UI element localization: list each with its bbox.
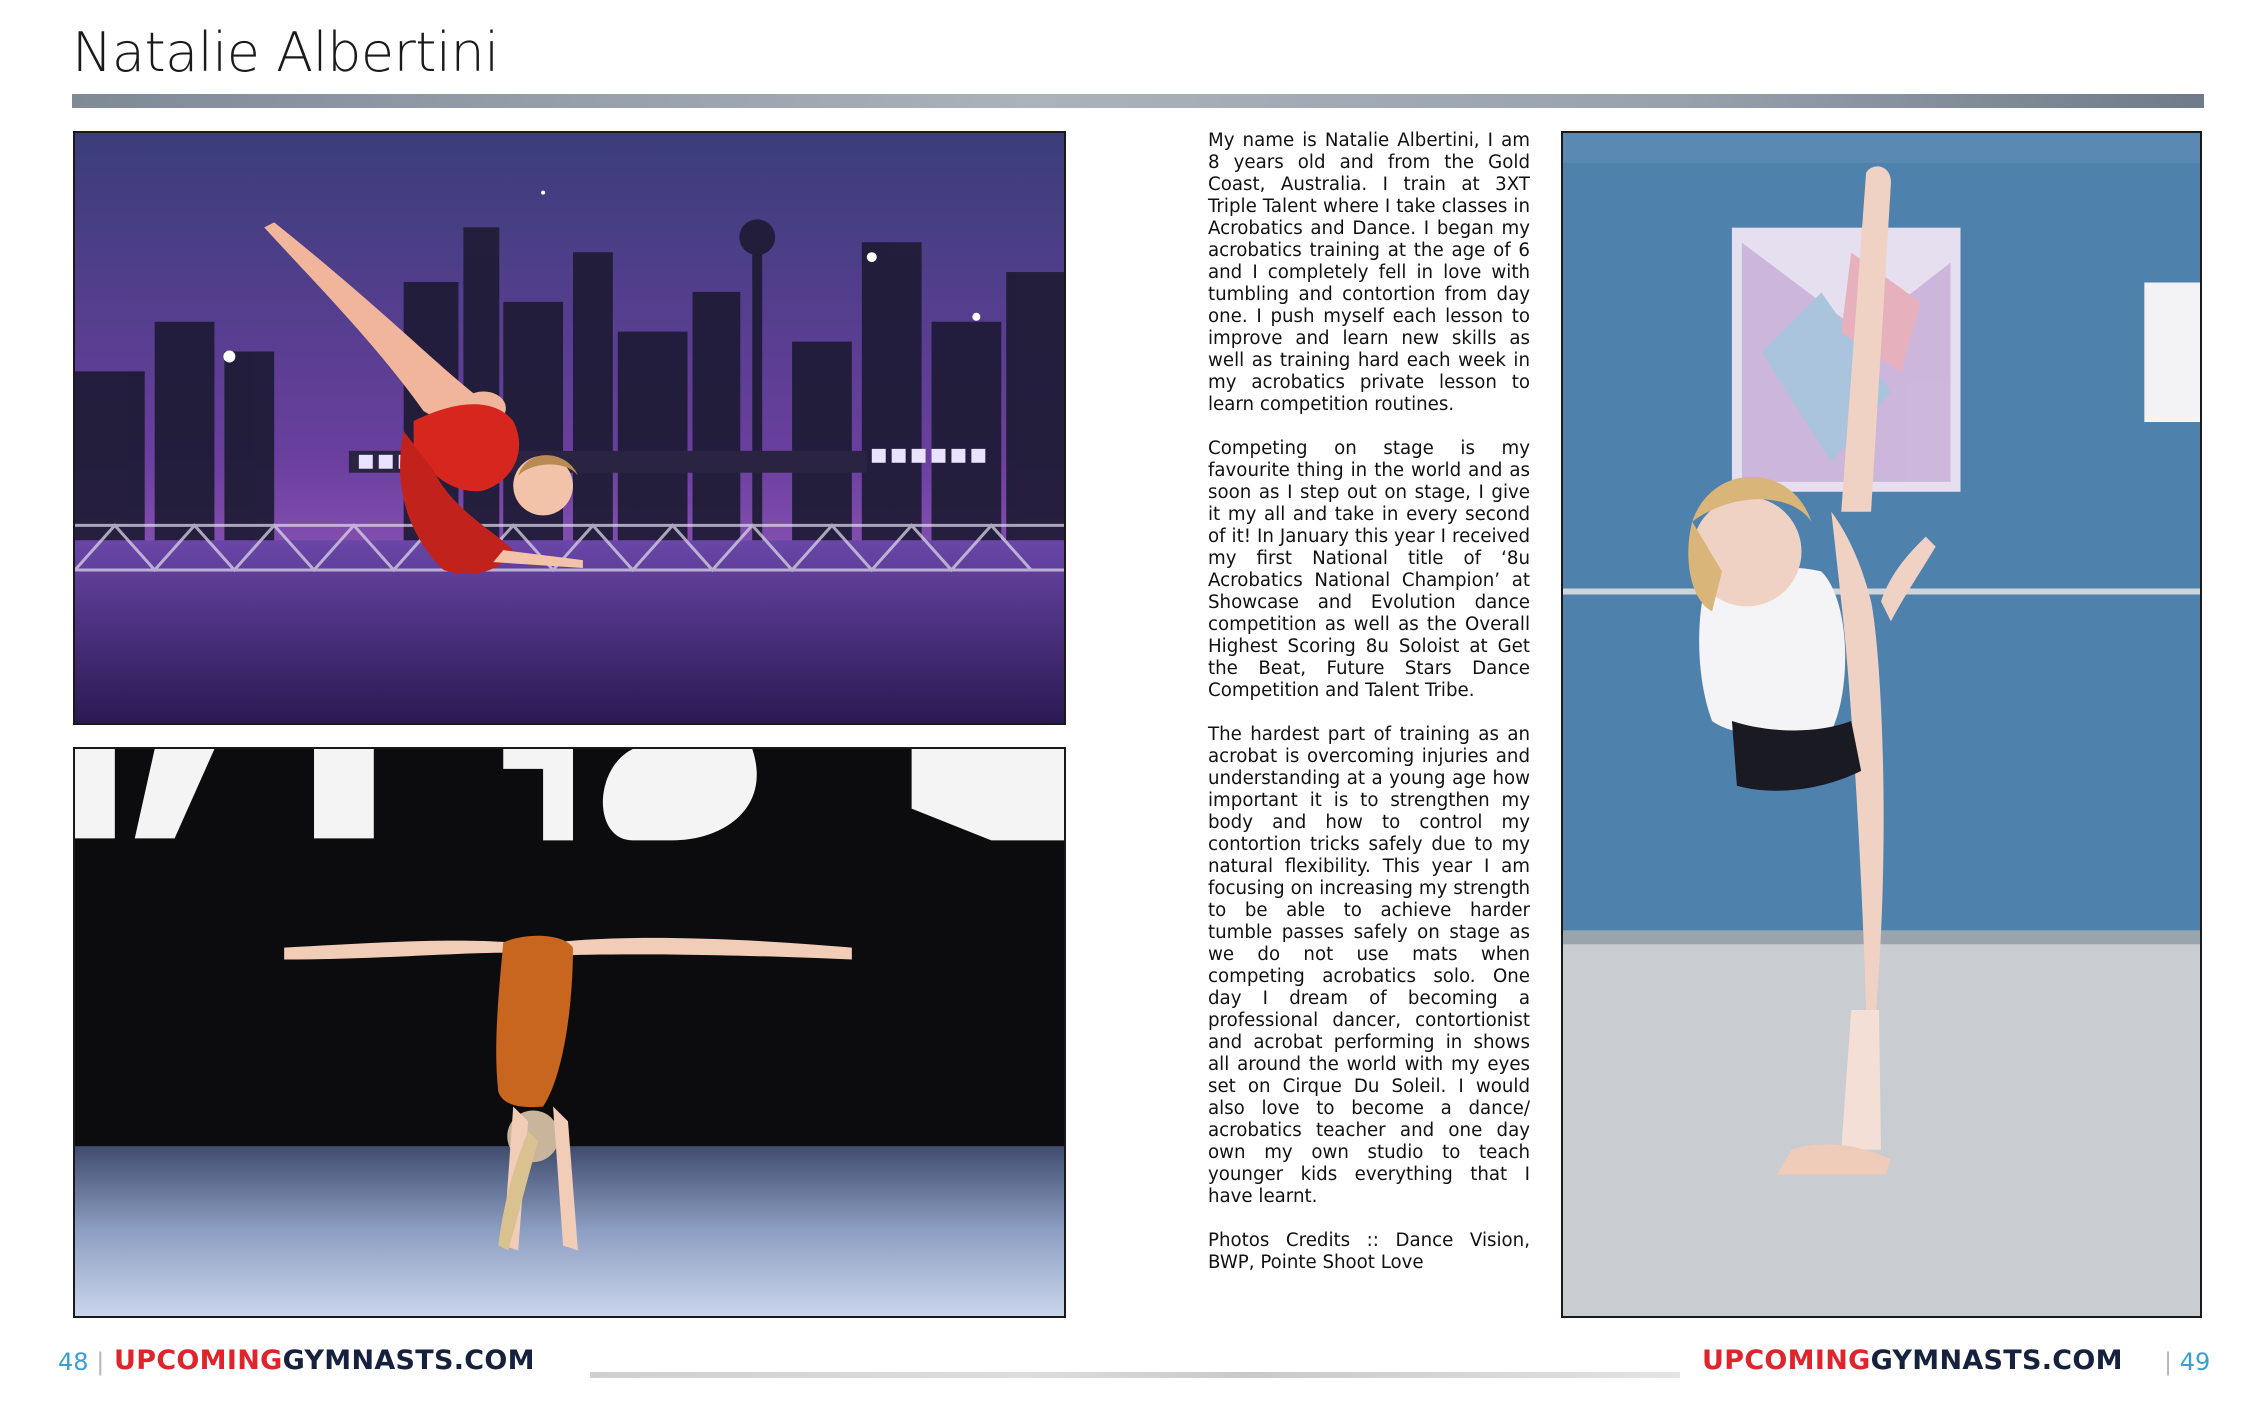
page-number-right-value: 49 [2179, 1348, 2211, 1376]
title-underline-bar [72, 94, 2204, 108]
brand-part-upcoming: UPCOMING [114, 1345, 283, 1376]
article-body [1208, 130, 1530, 1296]
page-number-right [2164, 1348, 2210, 1376]
photo-credits: Photos Credits :: Dance Vision, BWP, Pointe Shoot Love [1208, 1230, 1530, 1273]
stage-handstand-split-photo [73, 747, 1066, 1318]
page-number-left-value: 48 [58, 1348, 89, 1376]
brand-logo-left[interactable] [114, 1344, 535, 1378]
brand-part-gymnasts: GYMNASTS.COM [1870, 1345, 2123, 1376]
article-paragraph: The hardest part of training as an acrobat is overcoming injuries and understanding at a young age how important it is to strengthen my body and how to control my contortion tricks safely due to my natural flexibility. This year I am focusing on increasing my strength to be able to achieve harder tumble passes safely on stage as we do not use mats when competing acrobatics solo. One day I dream of becoming a professional dancer, contortionist and acrobat performing in shows all around the world with my eyes set on Cirque Du Soleil. I would also love to become a dance/ acrobatics teacher and one day own my own studio to teach younger kids everything that I have learnt. [1208, 724, 1530, 1207]
studio-standing-split-photo [1561, 131, 2202, 1318]
page-number-separator: | [96, 1348, 105, 1376]
brand-part-upcoming: UPCOMING [1702, 1345, 1871, 1376]
article-paragraph: My name is Natalie Albertini, I am 8 years old and from the Gold Coast, Australia. I train at 3XT Triple Talent where I take classes in Acrobatics and Dance. I began my acrobatics training at the age of 6 and I completely fell in love with tumbling and contortion from day one. I push myself each lesson to improve and learn new skills as well as training hard each week in my acrobatics private lesson to learn competition routines. [1208, 130, 1530, 415]
page-title: Natalie Albertini [72, 21, 499, 84]
footer-divider [590, 1372, 1680, 1378]
stage-contortion-photo [73, 131, 1066, 725]
brand-logo-right[interactable] [1702, 1344, 2123, 1378]
brand-part-gymnasts: GYMNASTS.COM [282, 1345, 535, 1376]
page-number-left [58, 1348, 104, 1376]
article-paragraph: Competing on stage is my favourite thing in the world and as soon as I step out on stage, I give it my all and take in every second of it! In January this year I received my first National title of ‘8u Acrobatics National Champion’ at Showcase and Evolution dance competition as well as the Overall Highest Scoring 8u Soloist at Get the Beat, Future Stars Dance Competition and Talent Tribe. [1208, 438, 1530, 701]
page-number-separator: | [2164, 1348, 2173, 1376]
